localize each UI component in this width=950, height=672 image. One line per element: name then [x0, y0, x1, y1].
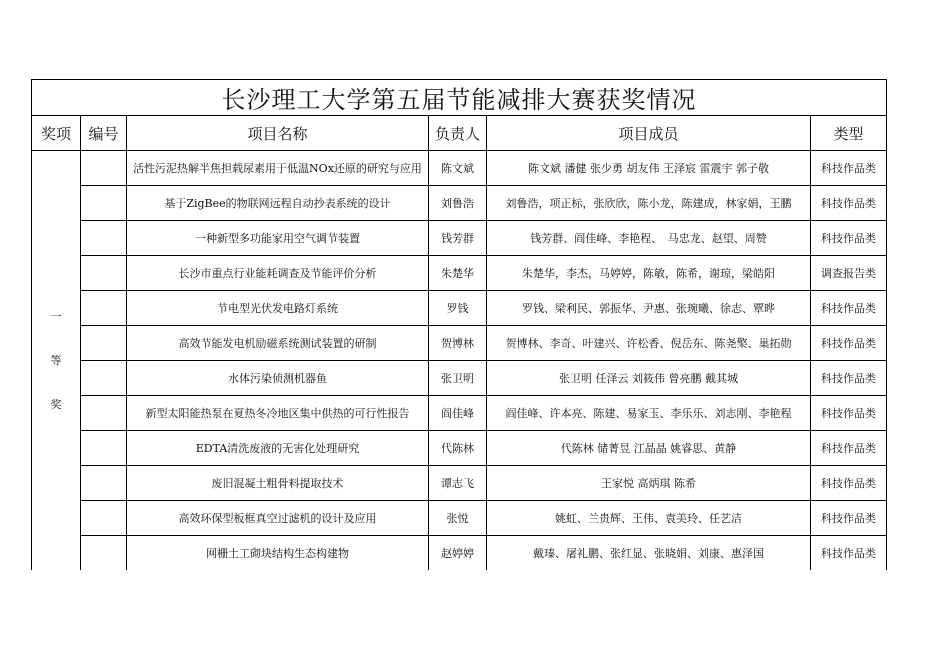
cell-leader: 张卫明 — [429, 361, 487, 396]
table-row — [32, 396, 887, 431]
cell-number — [81, 396, 127, 431]
cell-members: 钱芳群、阎佳峰、李艳程、 马忠龙、赵望、周赞 — [487, 221, 811, 256]
award-table-sheet — [31, 79, 887, 570]
table-row — [32, 431, 887, 466]
table-row — [32, 466, 887, 501]
cell-type: 科技作品类 — [811, 221, 887, 256]
cell-number — [81, 291, 127, 326]
cell-leader: 刘鲁浩 — [429, 186, 487, 221]
cell-members: 阎佳峰、许本亮、陈建、易家玉、李乐乐、刘志刚、李艳程 — [487, 396, 811, 431]
cell-number — [81, 361, 127, 396]
cell-members: 朱楚华，李杰，马婷婷，陈敏，陈希，谢琼，梁皓阳 — [487, 256, 811, 291]
cell-number — [81, 431, 127, 466]
cell-type: 科技作品类 — [811, 151, 887, 186]
cell-type: 科技作品类 — [811, 361, 887, 396]
table-row — [32, 186, 887, 221]
table-row — [32, 326, 887, 361]
cell-type: 科技作品类 — [811, 536, 887, 571]
cell-type: 科技作品类 — [811, 466, 887, 501]
table-row — [32, 501, 887, 536]
cell-leader: 罗钱 — [429, 291, 487, 326]
cell-leader: 代陈林 — [429, 431, 487, 466]
cell-type: 科技作品类 — [811, 431, 887, 466]
cell-members: 陈文斌 潘健 张少勇 胡友伟 王泽宸 雷震宇 郭子敬 — [487, 151, 811, 186]
award-level-char: 一 — [50, 309, 62, 323]
cell-members: 姚虹、兰贵辉、王伟、袁美玲、任艺洁 — [487, 501, 811, 536]
cell-members: 刘鲁浩，项正标，张欣欣，陈小龙，陈建成，林家娟，王鹏 — [487, 186, 811, 221]
cell-project: EDTA清洗废液的无害化处理研究 — [127, 431, 429, 466]
table-row — [32, 361, 887, 396]
table-row — [32, 291, 887, 326]
table-row — [32, 256, 887, 291]
cell-number — [81, 536, 127, 571]
cell-project: 节电型光伏发电路灯系统 — [127, 291, 429, 326]
cell-project: 高效节能发电机励磁系统测试装置的研制 — [127, 326, 429, 361]
cell-members: 张卫明 任泽云 刘筱伟 曾亮鹏 戴其城 — [487, 361, 811, 396]
table-row — [32, 536, 887, 571]
cell-project: 一种新型多功能家用空气调节装置 — [127, 221, 429, 256]
cell-leader: 朱楚华 — [429, 256, 487, 291]
cell-type: 科技作品类 — [811, 501, 887, 536]
award-level-cell — [32, 151, 81, 571]
cell-number — [81, 466, 127, 501]
cell-leader: 陈文斌 — [429, 151, 487, 186]
cell-project: 废旧混凝土粗骨料提取技术 — [127, 466, 429, 501]
header-project: 项目名称 — [127, 116, 429, 151]
cell-members: 贺博林、李奇、叶建兴、许松香、倪岳东、陈尧檠、巢拓勋 — [487, 326, 811, 361]
award-level-char: 奖 — [50, 397, 62, 411]
cell-members: 罗钱、梁利民、郭振华、尹惠、张琬曦、徐志、覃晔 — [487, 291, 811, 326]
header-leader: 负责人 — [429, 116, 487, 151]
cell-project: 网栅土工砌块结构生态构建物 — [127, 536, 429, 571]
cell-leader: 阎佳峰 — [429, 396, 487, 431]
cell-project: 活性污泥热解半焦担载尿素用于低温NOx还原的研究与应用 — [127, 151, 429, 186]
header-number: 编号 — [81, 116, 127, 151]
cell-leader: 赵婷婷 — [429, 536, 487, 571]
cell-type: 科技作品类 — [811, 186, 887, 221]
cell-members: 代陈林 储菁昱 江晶晶 姚睿思、黄静 — [487, 431, 811, 466]
cell-number — [81, 151, 127, 186]
page-title: 长沙理工大学第五届节能减排大赛获奖情况 — [32, 80, 887, 116]
cell-type: 科技作品类 — [811, 326, 887, 361]
cell-project: 新型太阳能热泵在夏热冬冷地区集中供热的可行性报告 — [127, 396, 429, 431]
cell-members: 戴瑧、屠礼鹏、张红显、张晓娟、刘康、惠泽国 — [487, 536, 811, 571]
table-row — [32, 151, 887, 186]
cell-project: 基于ZigBee的物联网远程自动抄表系统的设计 — [127, 186, 429, 221]
cell-number — [81, 256, 127, 291]
header-award: 奖项 — [32, 116, 81, 151]
cell-project: 长沙市重点行业能耗调查及节能评价分析 — [127, 256, 429, 291]
header-members: 项目成员 — [487, 116, 811, 151]
cell-type: 调查报告类 — [811, 256, 887, 291]
cell-number — [81, 501, 127, 536]
cell-leader: 张悦 — [429, 501, 487, 536]
header-row — [32, 116, 887, 151]
cell-number — [81, 326, 127, 361]
award-table — [31, 79, 887, 570]
cell-number — [81, 186, 127, 221]
cell-type: 科技作品类 — [811, 291, 887, 326]
cell-project: 水体污染侦测机器鱼 — [127, 361, 429, 396]
cell-members: 王家悦 高炳琪 陈希 — [487, 466, 811, 501]
award-level-char: 等 — [50, 353, 62, 367]
cell-leader: 钱芳群 — [429, 221, 487, 256]
table-row — [32, 221, 887, 256]
header-type: 类型 — [811, 116, 887, 151]
cell-project: 高效环保型板框真空过滤机的设计及应用 — [127, 501, 429, 536]
cell-leader: 谭志飞 — [429, 466, 487, 501]
cell-number — [81, 221, 127, 256]
cell-leader: 贺博林 — [429, 326, 487, 361]
cell-type: 科技作品类 — [811, 396, 887, 431]
